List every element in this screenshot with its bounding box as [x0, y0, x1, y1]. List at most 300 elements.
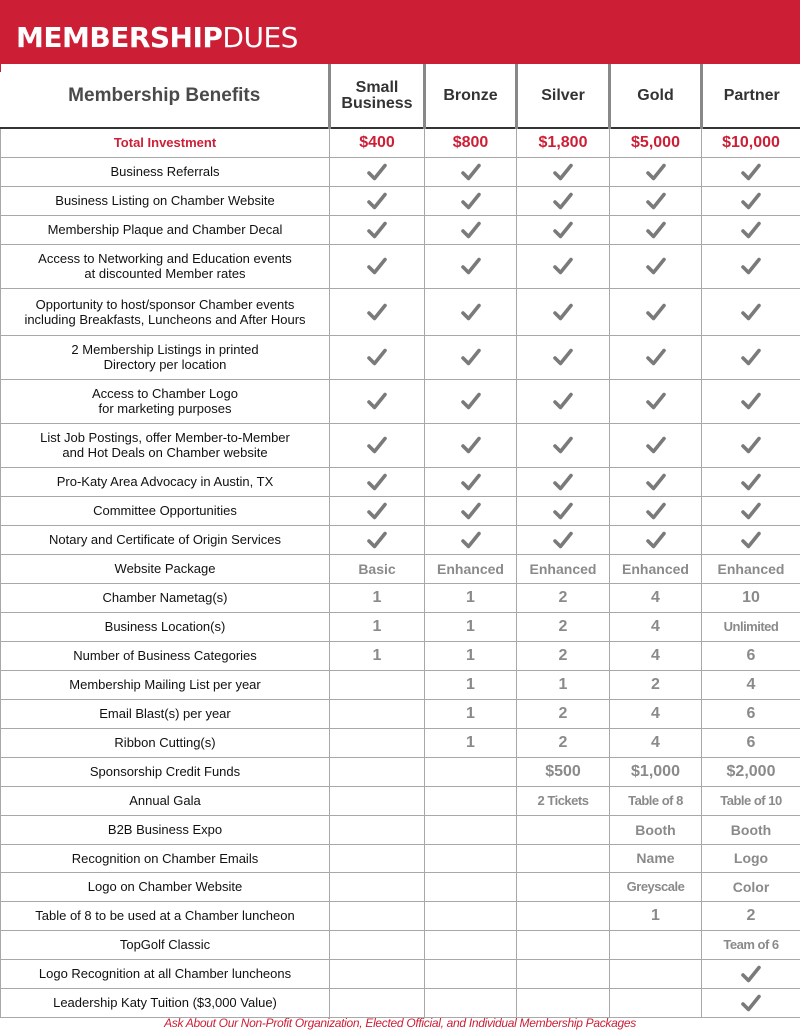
- benefit-label: [1, 525, 330, 554]
- table-row: [1, 335, 800, 379]
- checkmark-icon: [741, 348, 761, 366]
- page-title-bold: MEMBERSHIP: [16, 21, 223, 54]
- table-row: [1, 786, 800, 815]
- benefit-label: [1, 815, 330, 844]
- tier-value-cell: [610, 844, 702, 872]
- tier-value: 2: [558, 733, 568, 751]
- tier-value-cell: [517, 379, 610, 423]
- tier-value-cell: [517, 554, 610, 583]
- tier-value-cell: [425, 583, 517, 612]
- table-row: [1, 872, 800, 901]
- tier-value-cell: [702, 844, 800, 872]
- tier-value-cell: [610, 215, 702, 244]
- table-row: [1, 554, 800, 583]
- tier-value: 6: [746, 704, 756, 722]
- tier-value: Name: [636, 850, 675, 866]
- tier-value-cell: [517, 670, 610, 699]
- benefit-label: [1, 423, 330, 467]
- benefit-label: [1, 157, 330, 186]
- checkmark-icon: [646, 436, 666, 454]
- tier-value: 1: [372, 646, 382, 664]
- checkmark-icon: [461, 473, 481, 491]
- checkmark-icon: [741, 473, 761, 491]
- benefit-label: [1, 959, 330, 988]
- tier-value-cell: [425, 670, 517, 699]
- tier-value: 2: [558, 704, 568, 722]
- checkmark-icon: [367, 303, 387, 321]
- tier-value: 2: [558, 588, 568, 606]
- checkmark-icon: [461, 221, 481, 239]
- tier-value-cell: [425, 930, 517, 959]
- benefit-label: [1, 786, 330, 815]
- table-row: [1, 930, 800, 959]
- tier-value-cell: [517, 335, 610, 379]
- tier-value-cell: [330, 728, 425, 757]
- tier-value-cell: [517, 757, 610, 786]
- tier-value-cell: [330, 757, 425, 786]
- benefit-label-line: Chamber Nametag(s): [102, 590, 228, 605]
- tier-value-cell: [330, 988, 425, 1017]
- checkmark-icon: [367, 257, 387, 275]
- tier-value: 2: [558, 646, 568, 664]
- checkmark-icon: [741, 436, 761, 454]
- tier-value: Enhanced: [717, 560, 785, 577]
- table-row: [1, 670, 800, 699]
- tier-value-cell: [425, 554, 517, 583]
- tier-value-cell: [330, 335, 425, 379]
- tier-value: 1: [466, 588, 475, 606]
- tier-value-cell: [610, 467, 702, 496]
- table-row: [1, 583, 800, 612]
- tier-value-cell: [330, 612, 425, 641]
- table-row: [1, 728, 800, 757]
- tier-value-cell: [610, 244, 702, 288]
- tier-value-cell: [702, 757, 800, 786]
- tier-value-cell: [610, 641, 702, 670]
- tier-value-cell: [330, 959, 425, 988]
- tier-value-cell: [425, 288, 517, 335]
- tier-value-cell: [330, 423, 425, 467]
- checkmark-icon: [553, 392, 573, 410]
- tier-value-cell: [330, 872, 425, 901]
- checkmark-icon: [741, 531, 761, 549]
- benefit-label-line: Business Referrals: [110, 164, 220, 179]
- tier-value-cell: [425, 379, 517, 423]
- benefit-label: [1, 641, 330, 670]
- tier-value-cell: [425, 641, 517, 670]
- table-row: [1, 757, 800, 786]
- table-row: [1, 901, 800, 930]
- benefit-label-line: Committee Opportunities: [93, 503, 237, 518]
- checkmark-icon: [646, 392, 666, 410]
- tier-value-cell: [517, 901, 610, 930]
- tier-value-cell: [610, 728, 702, 757]
- checkmark-icon: [553, 303, 573, 321]
- tier-value: 1: [466, 617, 475, 635]
- tier-value-cell: [610, 815, 702, 844]
- tier-value-cell: [425, 728, 517, 757]
- checkmark-icon: [367, 221, 387, 239]
- tier-value: 1: [466, 646, 475, 664]
- benefits-column-header: Membership Benefits: [1, 64, 330, 128]
- checkmark-icon: [741, 392, 761, 410]
- tier-value-cell: [330, 525, 425, 554]
- benefit-label-line: TopGolf Classic: [119, 937, 211, 952]
- tier-value-cell: [425, 186, 517, 215]
- tier-value-cell: [702, 930, 800, 959]
- tier-value-cell: [330, 930, 425, 959]
- tier-value-cell: [517, 244, 610, 288]
- tier-value-cell: [702, 186, 800, 215]
- checkmark-icon: [646, 303, 666, 321]
- tier-header: Gold: [610, 64, 702, 128]
- checkmark-icon: [461, 163, 481, 181]
- tier-value-cell: [702, 901, 800, 930]
- tier-value-cell: [702, 612, 800, 641]
- tier-value-cell: [425, 423, 517, 467]
- tier-value-cell: [610, 757, 702, 786]
- table-row: [1, 988, 800, 1017]
- tier-value-cell: [610, 699, 702, 728]
- price-cell: $1,800: [517, 128, 610, 157]
- tier-value-cell: [425, 786, 517, 815]
- tier-value-cell: [330, 670, 425, 699]
- benefit-label-line: Sponsorship Credit Funds: [89, 764, 241, 779]
- benefit-label: [1, 612, 330, 641]
- table-row: [1, 815, 800, 844]
- tier-header: Partner: [702, 64, 800, 128]
- tier-value-cell: [517, 583, 610, 612]
- tier-header: Small Business: [330, 64, 425, 128]
- benefit-label-line: Access to Networking and Education events: [38, 251, 292, 266]
- tier-value-cell: [517, 423, 610, 467]
- tier-value-cell: [330, 901, 425, 930]
- tier-value-cell: [425, 699, 517, 728]
- tier-value-cell: [702, 786, 800, 815]
- tier-value-cell: [330, 157, 425, 186]
- table-row: [1, 215, 800, 244]
- tier-value-cell: [517, 641, 610, 670]
- table-row: [1, 525, 800, 554]
- tier-value-cell: [610, 786, 702, 815]
- tier-value: Table of 8: [628, 793, 683, 808]
- benefit-label: [1, 988, 330, 1017]
- benefit-label-line: Ribbon Cutting(s): [114, 735, 216, 750]
- checkmark-icon: [367, 436, 387, 454]
- checkmark-icon: [553, 221, 573, 239]
- tier-value: Basic: [358, 560, 396, 577]
- benefit-label-line: at discounted Member rates: [84, 266, 246, 281]
- tier-value-cell: [330, 186, 425, 215]
- tier-value-cell: [702, 423, 800, 467]
- checkmark-icon: [461, 303, 481, 321]
- tier-value: $1,000: [631, 762, 680, 780]
- tier-value-cell: [330, 554, 425, 583]
- total-investment-label: Total Investment: [1, 128, 330, 157]
- benefit-label-line: Table of 8 to be used at a Chamber luncheon: [35, 908, 295, 923]
- tier-value-cell: [517, 467, 610, 496]
- tier-value-cell: [517, 815, 610, 844]
- checkmark-icon: [367, 348, 387, 366]
- checkmark-icon: [741, 303, 761, 321]
- tier-value: $500: [545, 762, 581, 780]
- tier-value: Booth: [730, 821, 772, 838]
- checkmark-icon: [367, 531, 387, 549]
- table-row: [1, 641, 800, 670]
- benefit-label: [1, 699, 330, 728]
- benefit-label-line: Business Location(s): [104, 619, 226, 634]
- tier-value: 1: [372, 588, 382, 606]
- price-cell: $5,000: [610, 128, 702, 157]
- tier-value-cell: [330, 699, 425, 728]
- benefit-label: [1, 288, 330, 335]
- tier-value-cell: [425, 757, 517, 786]
- tier-value-cell: [610, 930, 702, 959]
- tier-value: Enhanced: [437, 560, 504, 577]
- checkmark-icon: [553, 531, 573, 549]
- tier-value: 2: [746, 906, 756, 924]
- benefit-label: [1, 844, 330, 872]
- checkmark-icon: [646, 348, 666, 366]
- checkmark-icon: [646, 221, 666, 239]
- benefit-label: [1, 583, 330, 612]
- benefit-label-line: 2 Membership Listings in printed: [71, 342, 259, 357]
- checkmark-icon: [741, 994, 761, 1012]
- footer-note: Ask About Our Non-Profit Organization, Elected Official, and Individual Membership Packages: [164, 1016, 636, 1030]
- benefit-label-line: Recognition on Chamber Emails: [71, 850, 259, 866]
- tier-value-cell: [610, 157, 702, 186]
- tier-value: 4: [651, 704, 660, 722]
- checkmark-icon: [741, 192, 761, 210]
- tier-value-cell: [702, 335, 800, 379]
- tier-value-cell: [610, 872, 702, 901]
- benefit-label-line: Membership Mailing List per year: [69, 677, 261, 692]
- tier-value: 4: [651, 646, 660, 664]
- checkmark-icon: [461, 436, 481, 454]
- checkmark-icon: [461, 392, 481, 410]
- tier-value-cell: [610, 583, 702, 612]
- tier-value: Booth: [635, 821, 676, 838]
- tier-value-cell: [330, 288, 425, 335]
- price-cell: $800: [425, 128, 517, 157]
- page-title: [16, 18, 298, 58]
- checkmark-icon: [646, 163, 666, 181]
- checkmark-icon: [646, 257, 666, 275]
- benefit-label-line: Pro-Katy Area Advocacy in Austin, TX: [56, 474, 274, 489]
- tier-value-cell: [425, 815, 517, 844]
- tier-value-cell: [425, 496, 517, 525]
- tier-value: 1: [651, 906, 660, 924]
- tier-value-cell: [330, 786, 425, 815]
- checkmark-icon: [461, 531, 481, 549]
- checkmark-icon: [553, 257, 573, 275]
- tier-value: $2,000: [726, 762, 776, 780]
- tier-value-cell: [702, 728, 800, 757]
- tier-value-cell: [330, 467, 425, 496]
- tier-value-cell: [702, 670, 800, 699]
- tier-value-cell: [425, 335, 517, 379]
- tier-value-cell: [425, 215, 517, 244]
- benefit-label: [1, 186, 330, 215]
- tier-value: Unlimited: [723, 619, 779, 634]
- tier-value-cell: [702, 244, 800, 288]
- tier-value: 2: [558, 617, 568, 635]
- tier-value-cell: [702, 379, 800, 423]
- tier-value-cell: [425, 244, 517, 288]
- checkmark-icon: [461, 192, 481, 210]
- tier-value-cell: [702, 583, 800, 612]
- checkmark-icon: [461, 348, 481, 366]
- tier-value-cell: [330, 215, 425, 244]
- tier-value-cell: [517, 786, 610, 815]
- tier-value-cell: [702, 496, 800, 525]
- tier-value: Enhanced: [529, 560, 597, 577]
- tier-value-cell: [425, 467, 517, 496]
- tier-value-cell: [610, 335, 702, 379]
- table-row: [1, 496, 800, 525]
- checkmark-icon: [646, 192, 666, 210]
- tier-value-cell: [610, 988, 702, 1017]
- tier-value: 1: [466, 675, 475, 693]
- tier-value-cell: [425, 157, 517, 186]
- tier-value-cell: [517, 496, 610, 525]
- total-investment-row: [1, 128, 800, 157]
- benefit-label: [1, 930, 330, 959]
- checkmark-icon: [367, 473, 387, 491]
- benefit-label-line: Number of Business Categories: [73, 648, 257, 663]
- benefit-label-line: Membership Plaque and Chamber Decal: [47, 222, 283, 237]
- tier-value-cell: [702, 215, 800, 244]
- tier-value-cell: [425, 844, 517, 872]
- tier-value-cell: [610, 959, 702, 988]
- table-row: [1, 244, 800, 288]
- table-row: [1, 288, 800, 335]
- tier-value: 6: [746, 646, 756, 664]
- tier-value-cell: [330, 815, 425, 844]
- checkmark-icon: [553, 436, 573, 454]
- tier-value-cell: [610, 186, 702, 215]
- tier-value-cell: [517, 959, 610, 988]
- tier-value-cell: [702, 554, 800, 583]
- checkmark-icon: [553, 348, 573, 366]
- tier-value: 4: [651, 617, 660, 635]
- tier-value-cell: [610, 379, 702, 423]
- benefit-label: [1, 872, 330, 901]
- checkmark-icon: [367, 163, 387, 181]
- checkmark-icon: [367, 192, 387, 210]
- benefit-label-line: for marketing purposes: [98, 401, 232, 416]
- tier-value-cell: [330, 583, 425, 612]
- tier-value-cell: [702, 815, 800, 844]
- tier-value: Greyscale: [626, 879, 685, 894]
- tier-value-cell: [517, 612, 610, 641]
- tier-value-cell: [702, 872, 800, 901]
- tier-value-cell: [702, 699, 800, 728]
- tier-value-cell: [610, 525, 702, 554]
- tier-value: Enhanced: [622, 560, 689, 577]
- membership-dues-table: [0, 64, 800, 1018]
- benefit-label: [1, 728, 330, 757]
- price-cell: $400: [330, 128, 425, 157]
- tier-value: 2: [651, 675, 660, 693]
- benefit-label-line: List Job Postings, offer Member-to-Member: [40, 430, 290, 445]
- benefit-label: [1, 215, 330, 244]
- tier-value-cell: [330, 244, 425, 288]
- tier-value-cell: [330, 496, 425, 525]
- price-cell: $10,000: [702, 128, 800, 157]
- tier-value: Logo: [733, 850, 769, 866]
- tier-value-cell: [517, 186, 610, 215]
- benefit-label-line: Access to Chamber Logo: [92, 386, 238, 401]
- tier-value-cell: [425, 988, 517, 1017]
- tier-header: Bronze: [425, 64, 517, 128]
- tier-value-cell: [702, 157, 800, 186]
- benefit-label-line: Email Blast(s) per year: [99, 706, 231, 721]
- tier-value: Table of 10: [720, 793, 782, 808]
- checkmark-icon: [741, 163, 761, 181]
- benefit-label-line: including Breakfasts, Luncheons and After Hours: [24, 311, 306, 327]
- benefit-label-line: B2B Business Expo: [107, 822, 223, 837]
- table-row: [1, 844, 800, 872]
- table-header-row: [1, 64, 800, 128]
- table-row: [1, 612, 800, 641]
- checkmark-icon: [741, 221, 761, 239]
- benefit-label-line: Business Listing on Chamber Website: [55, 193, 275, 208]
- tier-value-cell: [330, 641, 425, 670]
- checkmark-icon: [367, 392, 387, 410]
- tier-value-cell: [425, 872, 517, 901]
- tier-value-cell: [610, 288, 702, 335]
- tier-value-cell: [425, 612, 517, 641]
- tier-value: Color: [732, 878, 770, 895]
- tier-value-cell: [610, 612, 702, 641]
- benefit-label-line: Leadership Katy Tuition ($3,000 Value): [53, 995, 277, 1010]
- tier-value: 2 Tickets: [537, 793, 589, 808]
- tier-value-cell: [610, 554, 702, 583]
- tier-value-cell: [517, 844, 610, 872]
- checkmark-icon: [646, 473, 666, 491]
- benefit-label-line: Website Package: [114, 561, 216, 576]
- tier-header: Silver: [517, 64, 610, 128]
- checkmark-icon: [461, 502, 481, 520]
- benefit-label-line: Logo on Chamber Website: [87, 879, 243, 894]
- benefit-label: [1, 379, 330, 423]
- tier-value-cell: [517, 872, 610, 901]
- benefit-label: [1, 496, 330, 525]
- tier-value-cell: [330, 844, 425, 872]
- tier-value-cell: [517, 215, 610, 244]
- checkmark-icon: [553, 192, 573, 210]
- checkmark-icon: [646, 502, 666, 520]
- benefit-label-line: Directory per location: [103, 357, 227, 372]
- page-title-regular: DUES: [222, 21, 298, 54]
- tier-value: 4: [651, 588, 660, 606]
- tier-value: 6: [746, 733, 756, 751]
- tier-value-cell: [702, 988, 800, 1017]
- table-row: [1, 379, 800, 423]
- tier-value-cell: [702, 525, 800, 554]
- tier-value-cell: [702, 467, 800, 496]
- tier-value-cell: [610, 670, 702, 699]
- tier-value: 4: [746, 675, 756, 693]
- tier-value: 4: [651, 733, 660, 751]
- table-row: [1, 423, 800, 467]
- checkmark-icon: [553, 502, 573, 520]
- table-row: [1, 959, 800, 988]
- checkmark-icon: [741, 965, 761, 983]
- checkmark-icon: [646, 531, 666, 549]
- benefit-label-line: Opportunity to host/sponsor Chamber events: [35, 296, 295, 312]
